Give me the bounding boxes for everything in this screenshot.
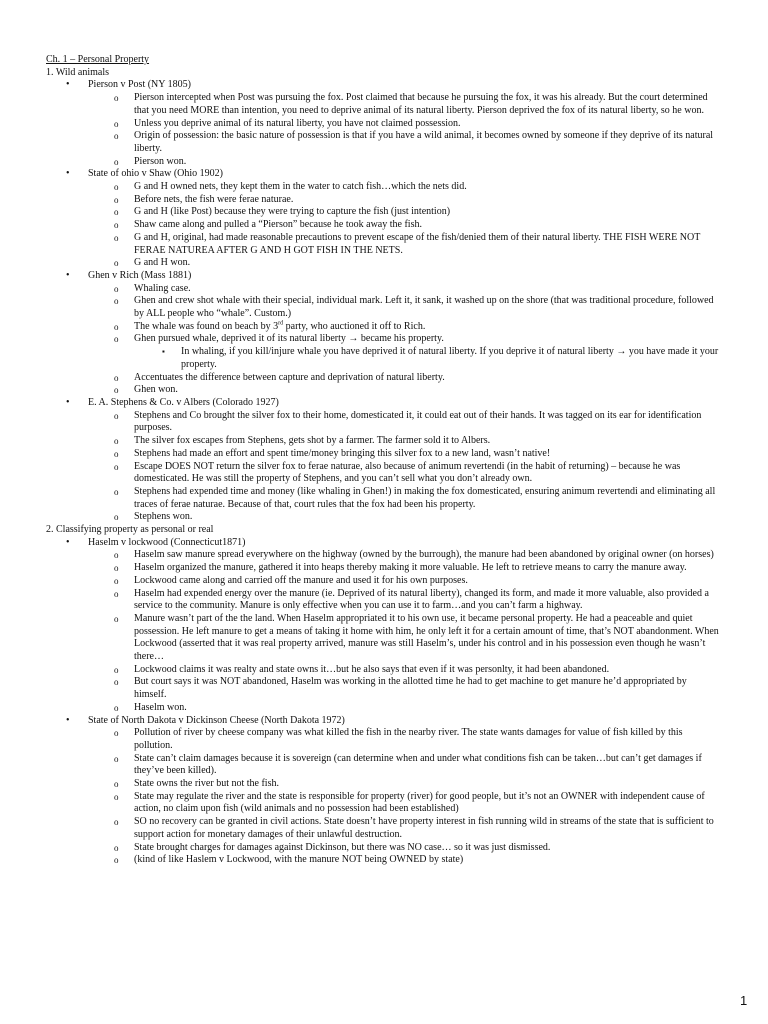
case-point: o State owns the river but not the fish. — [0, 778, 720, 791]
case-point: o G and H owned nets, they kept them in the water to catch fish…which the nets did. — [0, 181, 720, 194]
case-name: • E. A. Stephens & Co. v Albers (Colorado 1927) — [0, 397, 768, 410]
case-point: o Pierson won. — [0, 156, 720, 169]
case-point: o Stephens and Co brought the silver fox to their home, domesticated it, it could eat out of their hands. It was tagged on its ear for identification purposes. — [0, 410, 720, 435]
case-point: o SO no recovery can be granted in civil actions. State doesn’t have property interest in fish running wild in streams of the state that is sufficient to support action for monetary damages of their unlawful destruction. — [0, 816, 720, 841]
case-point: o Haselm had expended energy over the manure (ie. Deprived of its natural liberty), changed its form, and made it more valuable, also provided a service to the community. Manure is only effective when you can use it to farm…and you can’t farm a highway. — [0, 588, 720, 613]
case-point: o Manure wasn’t part of the the land. When Haselm appropriated it to his own use, it became personal property. He had a peaceable and quiet possession. He left manure to get a means of taking it home with him, he only left it for a certain amount of time, that’s NOT abandonment. When Lockwood (asserted that it was real property arrived, manure was still Haselm’s, under his control and in his possession even though he wasn’t there… — [0, 613, 720, 664]
case-point: o State brought charges for damages against Dickinson, but there was NO case… so it was just dismissed. — [0, 842, 720, 855]
case-point: o G and H, original, had made reasonable precautions to prevent escape of the fish/denied them of their natural liberty. THE FISH WERE NOT FERAE NATUREA AFTER G AND H GOT FISH IN THE NETS. — [0, 232, 720, 257]
case-point: o Ghen won. — [0, 384, 720, 397]
case-point: o G and H won. — [0, 257, 720, 270]
page-number: 1 — [740, 993, 748, 1008]
case-point: o Stephens won. — [0, 511, 720, 524]
case-point: o Pollution of river by cheese company was what killed the fish in the nearby river. The state wants damages for value of fish killed by this pollution. — [0, 727, 720, 752]
case-point: o Origin of possession: the basic nature of possession is that if you have a wild animal, it becomes owned by someone if they deprive of its natural liberty. — [0, 130, 720, 155]
case-point: o Escape DOES NOT return the silver fox to ferae naturae, also because of animum revertendi (in the habit of returning) – because he was domesticated. He was still the property of Stephens, and you can’t sell what you don’t already own. — [0, 461, 720, 486]
case-name: • Haselm v lockwood (Connecticut1871) — [0, 537, 768, 550]
case-point: o Stephens had expended time and money (like whaling in Ghen!) in making the fox domesticated, ensuring animum revertendi and eliminating all traces of ferae naturae. Because of that, court rules that the fox had been his property. — [0, 486, 720, 511]
case-point: o Haselm won. — [0, 702, 720, 715]
case-point: o But court says it was NOT abandoned, Haselm was working in the allotted time he had to get machine to get manure he’d appropriated by himself. — [0, 676, 720, 701]
case-point: o Pierson intercepted when Post was pursuing the fox. Post claimed that because he pursuing the fox, it was his already. But the court determined that you need MORE than intention, you need to deprive animal of its natural liberty. Pierson deprived the fox of its natural liberty, so he won. — [0, 92, 720, 117]
document-title: Ch. 1 – Personal Property — [46, 54, 150, 65]
case-name: • State of North Dakota v Dickinson Cheese (North Dakota 1972) — [0, 715, 768, 728]
case-point: o Whaling case. — [0, 283, 720, 296]
case-point: o Ghen and crew shot whale with their special, individual mark. Left it, it sank, it washed up on the shore (that was traditional procedure, followed by ALL people who “whale”. Custom.) — [0, 295, 720, 320]
case-point: o Stephens had made an effort and spent time/money bringing this silver fox to a new land, wasn’t native! — [0, 448, 720, 461]
case-point: o State can’t claim damages because it is sovereign (can determine when and under what conditions fish can be taken…but can’t get damages if they’ve been killed). — [0, 753, 720, 778]
case-point: o Before nets, the fish were ferae naturae. — [0, 194, 720, 207]
case-point: o Lockwood came along and carried off the manure and used it for his own purposes. — [0, 575, 720, 588]
case-point: o Haselm saw manure spread everywhere on the highway (owned by the burrough), the manure had been abandoned by original owner (on horses) — [0, 549, 720, 562]
case-subpoint: ▪ In whaling, if you kill/injure whale you have deprived it of natural liberty. If you deprive it of natural liberty → you have made it your property. — [0, 346, 721, 371]
case-point: o The whale was found on beach by 3rd party, who auctioned it off to Rich. — [0, 321, 720, 334]
case-point: o State may regulate the river and the state is responsible for property (river) for good people, but it’s not an OWNER with independent cause of action, no claim upon fish (wild animals and no possession had been established) — [0, 791, 720, 816]
case-point: o Lockwood claims it was realty and state owns it…but he also says that even if it was personlty, it had been abandoned. — [0, 664, 720, 677]
case-point: o Ghen pursued whale, deprived it of its natural liberty → became his property. — [0, 333, 720, 346]
case-point: o G and H (like Post) because they were trying to capture the fish (just intention) — [0, 206, 720, 219]
section-heading: 2. Classifying property as personal or real — [46, 524, 214, 536]
case-point: o Shaw came along and pulled a “Pierson” because he took away the fish. — [0, 219, 720, 232]
case-point: o Unless you deprive animal of its natural liberty, you have not claimed possession. — [0, 118, 720, 131]
case-name: • Pierson v Post (NY 1805) — [0, 79, 768, 92]
ordinal-suffix: rd — [278, 320, 284, 327]
case-name: • Ghen v Rich (Mass 1881) — [0, 270, 768, 283]
case-point: o Haselm organized the manure, gathered it into heaps thereby making it more valuable. He left to retrieve means to carry the manure away. — [0, 562, 720, 575]
case-name: • State of ohio v Shaw (Ohio 1902) — [0, 168, 768, 181]
document-body — [0, 54, 768, 867]
section-heading: 1. Wild animals — [46, 66, 110, 78]
case-point: o (kind of like Haslem v Lockwood, with the manure NOT being OWNED by state) — [0, 854, 720, 867]
case-point: o Accentuates the difference between capture and deprivation of natural liberty. — [0, 372, 720, 385]
case-point: o The silver fox escapes from Stephens, gets shot by a farmer. The farmer sold it to Albers. — [0, 435, 720, 448]
